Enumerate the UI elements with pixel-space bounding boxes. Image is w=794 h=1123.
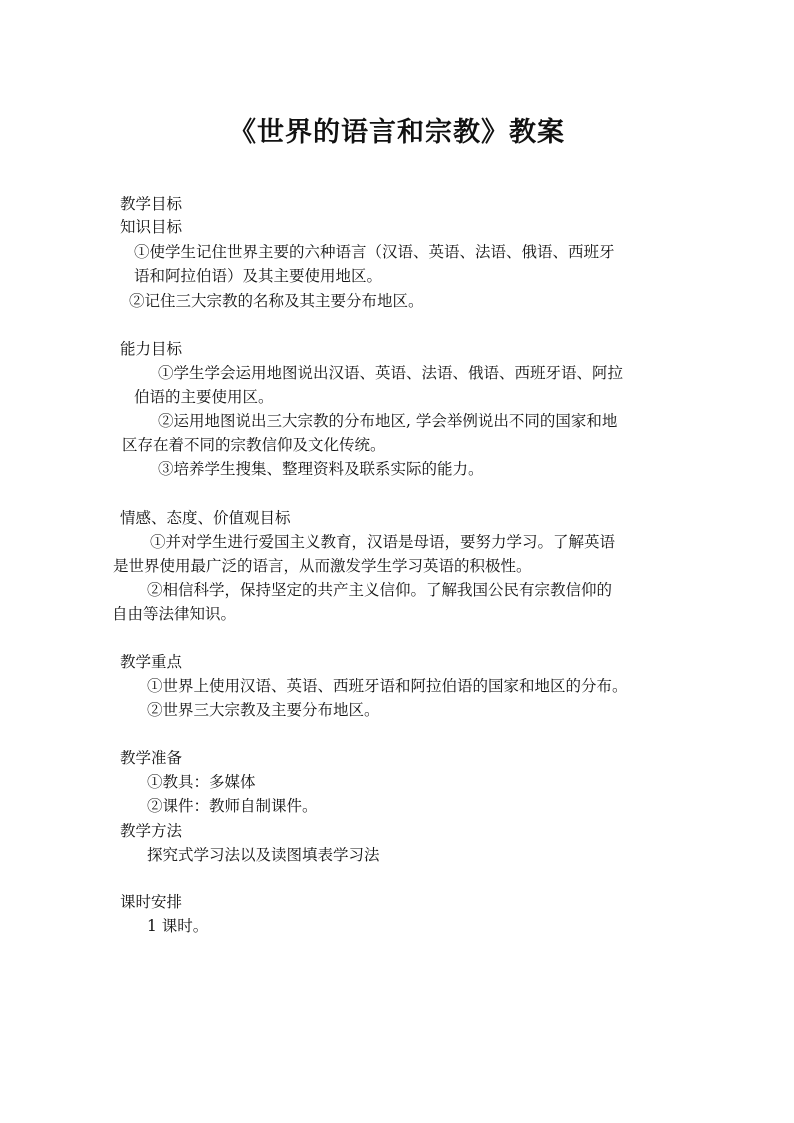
schedule-heading: 课时安排	[120, 893, 183, 911]
key-points-heading: 教学重点	[120, 653, 183, 671]
ability-item-1-line-2: 伯语的主要使用区。	[134, 388, 274, 406]
knowledge-item-1-line-2: 语和阿拉伯语）及其主要使用地区。	[134, 267, 383, 285]
ability-item-2-line-1: ②运用地图说出三大宗教的分布地区, 学会举例说出不同的国家和地	[158, 412, 618, 430]
emotion-item-2-line-2: 自由等法律知识。	[112, 605, 237, 623]
ability-heading: 能力目标	[120, 340, 183, 358]
key-points-item-1: ①世界上使用汉语、英语、西班牙语和阿拉伯语的国家和地区的分布。	[147, 677, 628, 695]
ability-item-2-line-2: 区存在着不同的宗教信仰及文化传统。	[122, 436, 386, 454]
schedule-text: 1 课时。	[147, 917, 209, 935]
objectives-heading: 教学目标	[120, 195, 183, 213]
preparation-heading: 教学准备	[120, 749, 183, 767]
method-text: 探究式学习法以及读图填表学习法	[147, 846, 380, 864]
emotion-heading: 情感、态度、价值观目标	[120, 509, 291, 527]
emotion-item-1-line-2: 是世界使用最广泛的语言，从而激发学生学习英语的积极性。	[113, 557, 532, 575]
preparation-item-2: ②课件：教师自制课件。	[147, 797, 318, 815]
emotion-item-2-line-1: ②相信科学，保持坚定的共产主义信仰。了解我国公民有宗教信仰的	[147, 581, 613, 599]
emotion-item-1-line-1: ①并对学生进行爱国主义教育，汉语是母语，要努力学习。了解英语	[150, 533, 616, 551]
knowledge-heading: 知识目标	[120, 218, 183, 236]
page-title: 《世界的语言和宗教》教案	[229, 117, 565, 148]
knowledge-item-2: ②记住三大宗教的名称及其主要分布地区。	[129, 292, 424, 310]
key-points-item-2: ②世界三大宗教及主要分布地区。	[147, 701, 380, 719]
method-heading: 教学方法	[120, 822, 183, 840]
ability-item-3: ③培养学生搜集、整理资料及联系实际的能力。	[158, 460, 484, 478]
preparation-item-1: ①教具：多媒体	[147, 773, 256, 791]
ability-item-1-line-1: ①学生学会运用地图说出汉语、英语、法语、俄语、西班牙语、阿拉	[158, 364, 624, 382]
knowledge-item-1-line-1: ①使学生记住世界主要的六种语言（汉语、英语、法语、俄语、西班牙	[134, 243, 615, 261]
